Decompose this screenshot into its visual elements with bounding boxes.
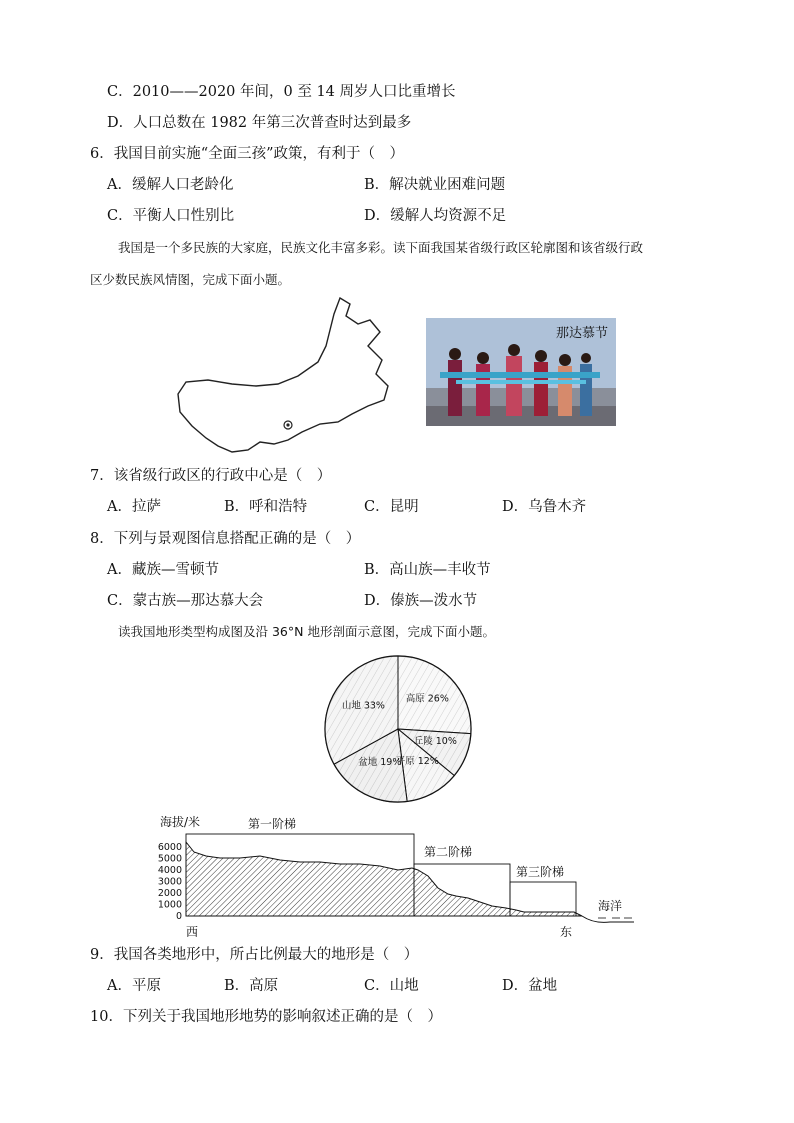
photo-caption: 那达慕节 xyxy=(555,326,608,341)
q8-option-d: D．傣族—泼水节 xyxy=(364,593,478,609)
ytick-5000: 5000 xyxy=(157,853,182,865)
east-label: 东 xyxy=(560,925,573,939)
q9-option-b: B．高原 xyxy=(224,978,279,994)
q9-option-c: C．山地 xyxy=(364,978,419,994)
q7-option-c: C．昆明 xyxy=(364,499,419,515)
pie-label-平原: 平原 12% xyxy=(395,756,439,768)
step1-label: 第一阶梯 xyxy=(248,817,297,831)
q6-option-d: D．缓解人均资源不足 xyxy=(364,208,507,224)
ytick-0: 0 xyxy=(175,911,182,922)
ytick-3000: 3000 xyxy=(157,876,182,888)
pie-label-山地: 山地 33% xyxy=(341,700,385,712)
step3-label: 第三阶梯 xyxy=(516,865,565,879)
province-outline xyxy=(178,298,388,452)
q6-option-c: C．平衡人口性别比 xyxy=(107,208,235,224)
pie-label-盆地: 盆地 19% xyxy=(358,756,402,768)
ytick-2000: 2000 xyxy=(157,888,182,899)
q9-option-d: D．盆地 xyxy=(502,978,558,994)
q6-option-b: B．解决就业困难问题 xyxy=(364,177,506,193)
q10-stem: 10．下列关于我国地形地势的影响叙述正确的是（ ） xyxy=(90,1009,442,1025)
step2-label: 第二阶梯 xyxy=(424,845,473,859)
ytick-6000: 6000 xyxy=(157,842,182,853)
ocean-shape xyxy=(582,916,634,922)
ytick-4000: 4000 xyxy=(157,865,182,876)
elevation-profile xyxy=(150,812,650,942)
q9-stem: 9．我国各类地形中，所占比例最大的地形是（ ） xyxy=(90,947,419,963)
q5-option-c: C．2010——2020 年间，0 至 14 周岁人口比重增长 xyxy=(107,84,456,100)
q6-option-a: A．缓解人口老龄化 xyxy=(107,177,234,193)
q7-option-b: B．呼和浩特 xyxy=(224,499,308,515)
nadam-festival-photo xyxy=(426,318,616,426)
province-outline-map xyxy=(170,294,410,464)
q8-stem: 8．下列与景观图信息搭配正确的是（ ） xyxy=(90,531,361,547)
ocean-label: 海洋 xyxy=(598,899,623,913)
q5-option-d: D．人口总数在 1982 年第三次普查时达到最多 xyxy=(107,115,412,131)
west-label: 西 xyxy=(186,925,199,939)
intro-ethnic-line1: 我国是一个多民族的大家庭，民族文化丰富多彩。读下面我国某省级行政区轮廓图和该省级行政 xyxy=(118,240,644,255)
q9-option-a: A．平原 xyxy=(107,978,161,994)
q8-option-a: A．藏族—雪顿节 xyxy=(107,562,219,578)
terrain-profile-area xyxy=(186,842,582,916)
intro-terrain: 读我国地形类型构成图及沿 36°N 地形剖面示意图，完成下面小题。 xyxy=(118,624,495,639)
intro-ethnic-line2: 区少数民族风情图，完成下面小题。 xyxy=(90,272,291,287)
pie-label-丘陵: 丘陵 10% xyxy=(413,735,457,747)
q8-option-c: C．蒙古族—那达慕大会 xyxy=(107,593,264,609)
pie-label-高原: 高原 26% xyxy=(405,693,449,705)
q7-stem: 7．该省级行政区的行政中心是（ ） xyxy=(90,468,332,484)
q8-option-b: B．高山族—丰收节 xyxy=(364,562,491,578)
q7-option-a: A．拉萨 xyxy=(107,499,161,515)
q6-stem: 6．我国目前实施“全面三孩”政策，有利于（ ） xyxy=(90,146,405,162)
profile-ylabel: 海拔/米 xyxy=(160,815,201,829)
q7-option-d: D．乌鲁木齐 xyxy=(502,499,587,515)
ytick-1000: 1000 xyxy=(157,899,182,911)
terrain-pie-chart xyxy=(318,652,478,806)
